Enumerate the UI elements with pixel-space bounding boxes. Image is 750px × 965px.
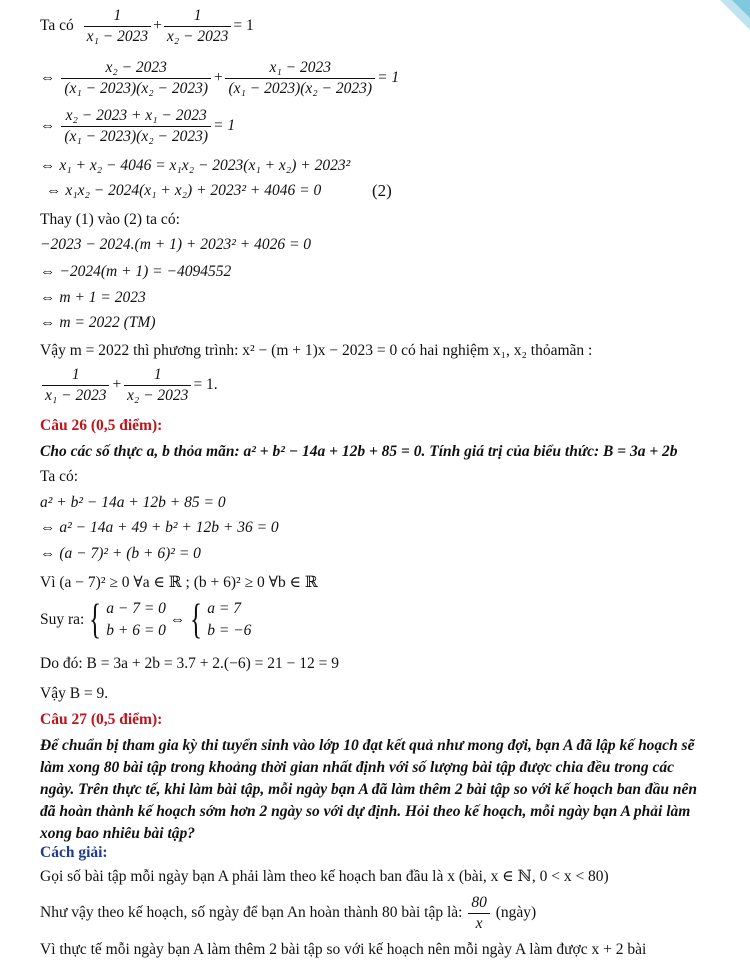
line-step-8: ⇔ −2024(m + 1) = −4094552 — [40, 263, 232, 280]
line-step-5: ⇔ x₁x₂ − 2024(x₁ + x₂) + 2023² + 4046 = 0 (2) — [46, 181, 392, 200]
line-step-3: ⇔ $\frac{\text{x₂ − 2023 + x₁ − 2023}}{\text{(x₁ − 2023)(x₂ − 2023)}}$ = 1 — [40, 107, 236, 145]
q27-heading: Câu 27 (0,5 điểm): — [40, 711, 163, 728]
q26-ta-co: Ta có: — [40, 468, 79, 485]
q26-step-6: Vậy B = 9. — [40, 685, 109, 702]
q26-heading: Câu 26 (0,5 điểm): — [40, 417, 163, 434]
line-step-10: ⇔ m = 2022 (TM) — [40, 314, 156, 331]
corner-decoration-icon — [710, 0, 750, 40]
q26-step-3: ⇔ (a − 7)² + (b + 6)² = 0 — [40, 545, 201, 562]
line-conclusion-fraction: $\frac{1}{\text{x₁ − 2023}}$ + $\frac{1}{\text{x₂ − 2023}}$ = 1. — [40, 365, 218, 406]
line-step-7: −2023 − 2024.(m + 1) + 2023² + 4026 = 0 — [40, 236, 312, 253]
q27-step-3: Vì thực tế mỗi ngày bạn A làm thêm 2 bài tập so với kế hoạch nên mỗi ngày A làm được x + 2 bài — [40, 941, 647, 958]
line-step-2: ⇔ $\frac{\text{x₂ − 2023}}{\text{(x₁ − 2023)(x₂ − 2023)}}$ + $\frac{\text{x₁ − 2023}}{\text{(x₁ − 2023)(x₂ − 2023)}}$ = 1 — [40, 59, 400, 97]
q26-step-4: Vì (a − 7)² ≥ 0 ∀a ∈ ℝ ; (b + 6)² ≥ 0 ∀b ∈ ℝ — [40, 574, 318, 591]
line-step-4: ⇔ x₁ + x₂ − 4046 = x₁x₂ − 2023(x₁ + x₂) + 2023² — [40, 157, 351, 174]
q27-step-1: Gọi số bài tập mỗi ngày bạn A phải làm theo kế hoạch ban đầu là x (bài, x ∈ ℕ, 0 < x < 80) — [40, 868, 609, 885]
q27-step-2: Như vậy theo kế hoạch, số ngày để bạn An hoàn thành 80 bài tập là: $\frac{80}{x}$ (ngày) — [40, 894, 537, 932]
line-thay: Thay (1) vào (2) ta có: — [40, 211, 180, 228]
q27-prompt: Để chuẩn bị tham gia kỳ thi tuyển sinh vào lớp 10 đạt kết quả như mong đợi, bạn A đã lập kế hoạch sẽ làm xong 80 bài tập trong khoảng thời gian nhất định với số lượng bài tập được chia đều trong các ngày. Trên thực tế, khi làm bài tập, mỗi ngày bạn A đã làm thêm 2 bài tập so với kế hoạch ban đầu nên đã hoàn thành kế hoạch sớm hơn 2 ngày so với dự định. Hỏi theo kế hoạch, mỗi ngày bạn A phải làm xong bao nhiêu bài tập? — [40, 737, 698, 842]
q27-method: Cách giải: — [40, 844, 108, 861]
line-ta-co: Ta có $\frac{1}{\text{x₁ − 2023}}$ + $\frac{1}{\text{x₂ − 2023}}$ = 1 — [40, 7, 254, 45]
q26-prompt: Cho các số thực a, b thỏa mãn: a² + b² − 14a + 12b + 85 = 0. Tính giá trị của biểu thức: B = 3a + 2b — [40, 443, 678, 460]
line-step-9: ⇔ m + 1 = 2023 — [40, 289, 146, 306]
q26-step-2: ⇔ a² − 14a + 49 + b² + 12b + 36 = 0 — [40, 519, 279, 536]
q26-step-5: Do đó: B = 3a + 2b = 3.7 + 2.(−6) = 21 − 12 = 9 — [40, 655, 339, 672]
line-conclusion: Vậy m = 2022 thì phương trình: x² − (m + 1)x − 2023 = 0 có hai nghiệm x₁, x₂ thỏamãn : — [40, 342, 593, 359]
q26-step-1: a² + b² − 14a + 12b + 85 = 0 — [40, 494, 226, 511]
q26-system: Suy ra: { a − 7 = 0 b + 6 = 0 ⇔ { a = 7 b = −6 — [40, 597, 252, 643]
